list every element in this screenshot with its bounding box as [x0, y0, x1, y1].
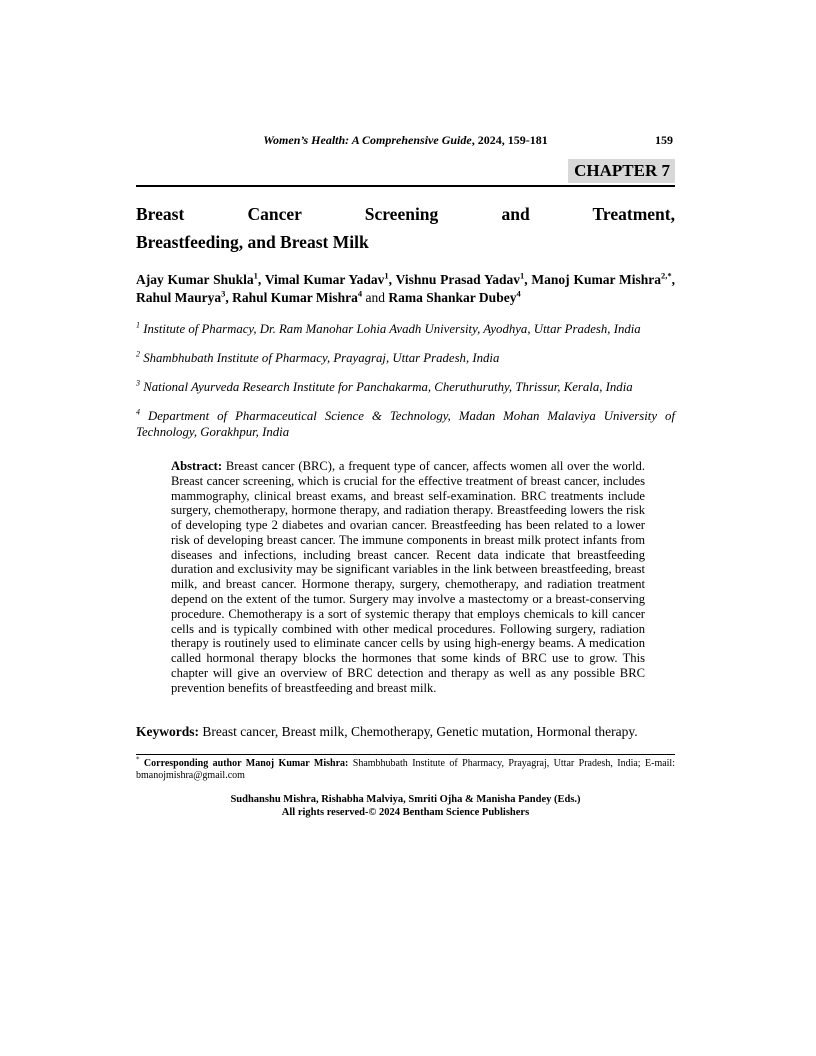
author-and-separator: and — [362, 290, 389, 305]
page-number: 159 — [655, 133, 673, 147]
author-name: Rama Shankar Dubey — [388, 290, 517, 305]
author-separator: , — [225, 290, 233, 305]
keywords-label: Keywords: — [136, 723, 199, 739]
author-affiliation-marker: 4 — [516, 288, 521, 299]
chapter-title-line2: Breastfeeding, and Breast Milk — [136, 232, 369, 252]
author-affiliation-marker: 1 — [384, 270, 389, 281]
keywords-text: Breast cancer, Breast milk, Chemotherapy, Genetic mutation, Hormonal therapy. — [199, 723, 638, 739]
chapter-banner — [136, 159, 675, 183]
affiliation-marker: 4 — [136, 407, 140, 417]
affiliation-text: Institute of Pharmacy, Dr. Ram Manohar Lohia Avadh University, Ayodhya, Uttar Pradesh, India — [140, 321, 641, 336]
affiliation-item — [136, 379, 675, 395]
chapter-title-line1: Breast Cancer Screening and Treatment, — [136, 204, 675, 224]
abstract-text: Breast cancer (BRC), a frequent type of cancer, affects women all over the world. Breast cancer screening, which is crucial for the effective treatment of breast cancer, includes mammography, clinical breast exams, and breast self-examination. BRC treatments include surgery, chemotherapy, hormone therapy, and radiation therapy. Breastfeeding lowers the risk of developing type 2 diabetes and ovarian cancer. Breastfeeding has been related to a lower risk of developing breast cancer. The immune components in breast milk protect infants from diseases and infections, including breast cancer. Recent data indicate that breastfeeding duration and exclusivity may be significant variables in the link between breastfeeding, breast milk, and breast cancer. Hormone therapy, surgery, chemotherapy, and radiation treatment depend on the extent of the tumor. Surgery may involve a mastectomy or a breast-conserving procedure. Chemotherapy is a sort of systemic therapy that employs chemicals to kill cancer cells and is typically combined with other medical procedures. Following surgery, radiation therapy is routinely used to eliminate cancer cells by using high-energy beams. A medication called hormonal therapy blocks the hormones that some kinds of BRC use to grow. This chapter will give an overview of BRC detection and therapy as well as any possible BRC prevention benefits of breastfeeding and breast milk. — [171, 458, 645, 695]
publisher-imprint — [136, 793, 675, 819]
author-separator: , — [388, 272, 396, 287]
keywords — [136, 723, 675, 741]
affiliation-marker: 1 — [136, 320, 140, 330]
author-separator: , — [524, 272, 532, 287]
affiliation-text: Department of Pharmaceutical Science & Technology, Madan Mohan Malaviya University of Technology, Gorakhpur, India — [136, 408, 675, 439]
corresponding-author-footnote — [136, 755, 675, 784]
footnote-marker: * — [136, 755, 140, 764]
header-rule — [136, 185, 675, 187]
chapter-label: CHAPTER 7 — [568, 159, 675, 183]
footnote-rule — [136, 754, 675, 755]
author-affiliation-marker: 1 — [253, 270, 258, 281]
affiliation-text: National Ayurveda Research Institute for Panchakarma, Cheruthuruthy, Thrissur, Kerala, India — [140, 379, 633, 394]
chapter-title — [136, 200, 675, 256]
author-name: Vimal Kumar Yadav — [264, 272, 385, 287]
rights-line: All rights reserved-© 2024 Bentham Science Publishers — [281, 807, 530, 819]
author-affiliation-marker: 2,* — [661, 270, 672, 281]
abstract — [171, 459, 645, 696]
affiliation-text: Shambhubath Institute of Pharmacy, Prayagraj, Uttar Pradesh, India — [140, 350, 500, 365]
abstract-label: Abstract: — [171, 458, 223, 473]
author-separator: , — [257, 272, 265, 287]
running-header — [136, 133, 675, 148]
author-name: Rahul Maurya — [136, 290, 222, 305]
footnote-bold-text: Corresponding author Manoj Kumar Mishra: — [139, 757, 349, 769]
author-name: Rahul Kumar Mishra — [232, 290, 358, 305]
author-affiliation-marker: 1 — [520, 270, 525, 281]
affiliation-item — [136, 321, 675, 337]
book-title: Women’s Health: A Comprehensive Guide — [263, 133, 472, 147]
editors-line: Sudhanshu Mishra, Rishabha Malviya, Smriti Ojha & Manisha Pandey (Eds.) — [230, 794, 581, 806]
chapter-first-page — [136, 0, 675, 819]
affiliation-marker: 2 — [136, 349, 140, 359]
citation-suffix: , 2024, 159-181 — [471, 133, 548, 147]
author-separator: , — [671, 272, 676, 287]
author-byline — [136, 271, 675, 307]
author-affiliation-marker: 3 — [221, 288, 226, 299]
affiliation-item — [136, 350, 675, 366]
author-name: Manoj Kumar Mishra — [531, 272, 662, 287]
footnote-text: Shambhubath Institute of Pharmacy, Prayagraj, Uttar Pradesh, India; E-mail: bmanojmishra@gmail.com — [136, 757, 675, 782]
affiliation-item — [136, 408, 675, 440]
author-name: Vishnu Prasad Yadav — [395, 272, 520, 287]
affiliations-list — [136, 321, 675, 440]
author-affiliation-marker: 4 — [357, 288, 363, 299]
author-name: Ajay Kumar Shukla — [136, 272, 254, 287]
affiliation-marker: 3 — [136, 378, 140, 388]
